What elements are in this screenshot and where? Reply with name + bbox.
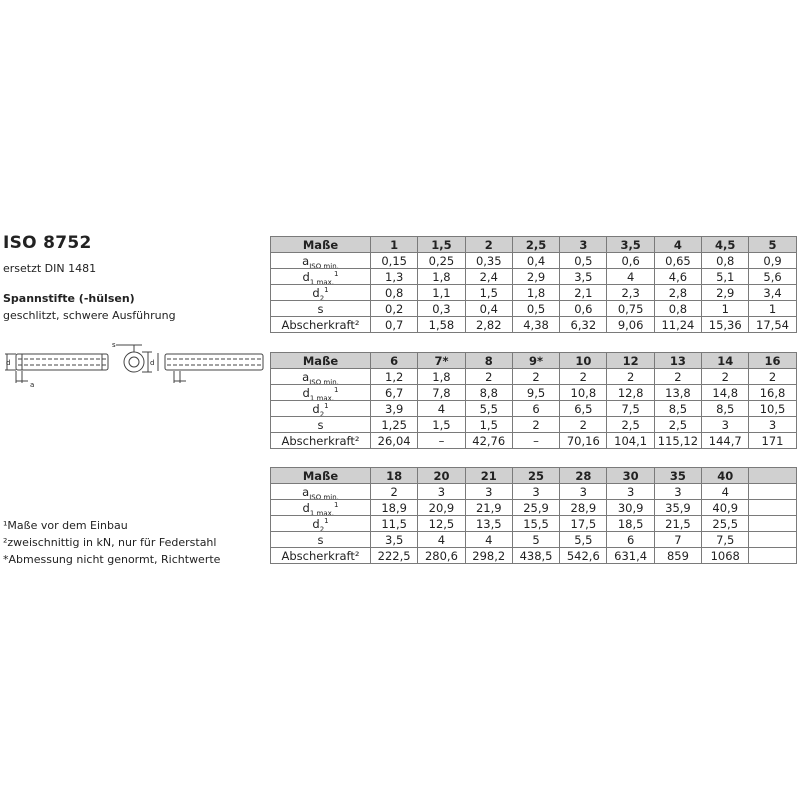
cell-sizes bbox=[749, 468, 796, 484]
cell-shear: 15,36 bbox=[702, 317, 749, 333]
cell-d2: 21,5 bbox=[654, 516, 701, 532]
label-d2-sub: 2 bbox=[319, 293, 325, 301]
cell-sizes: 28 bbox=[560, 468, 607, 484]
cell-d1: 2,9 bbox=[512, 269, 559, 285]
subtitle: ersetzt DIN 1481 bbox=[3, 262, 97, 275]
cell-shear: 859 bbox=[654, 548, 701, 564]
row-sizes bbox=[271, 468, 797, 484]
cell-shear: – bbox=[512, 433, 559, 449]
cell-d2: 17,5 bbox=[560, 516, 607, 532]
cell-sizes: 10 bbox=[560, 353, 607, 369]
cell-s: 2,5 bbox=[607, 417, 654, 433]
cell-a bbox=[749, 484, 796, 500]
cell-d2: 2,1 bbox=[560, 285, 607, 301]
row-d2 bbox=[271, 401, 797, 417]
cell-s: 2 bbox=[560, 417, 607, 433]
cell-d1: 1,8 bbox=[418, 269, 465, 285]
row-label-d1 bbox=[271, 269, 371, 285]
cell-d2: 2,8 bbox=[654, 285, 701, 301]
cell-d1: 16,8 bbox=[749, 385, 796, 401]
row-d1 bbox=[271, 269, 797, 285]
cell-a: 1,2 bbox=[371, 369, 418, 385]
row-label-shear: Abscherkraft² bbox=[271, 317, 371, 333]
cell-d2: 10,5 bbox=[749, 401, 796, 417]
cell-sizes: 12 bbox=[607, 353, 654, 369]
cell-sizes: 18 bbox=[371, 468, 418, 484]
cell-s: 5,5 bbox=[560, 532, 607, 548]
cell-a: 2 bbox=[749, 369, 796, 385]
cell-d1: 7,8 bbox=[418, 385, 465, 401]
cell-sizes: 4,5 bbox=[702, 237, 749, 253]
page-title: ISO 8752 bbox=[3, 233, 92, 253]
cell-s: 0,3 bbox=[418, 301, 465, 317]
cell-a: 0,9 bbox=[749, 253, 796, 269]
label-a: a bbox=[302, 369, 310, 384]
cell-s: 0,8 bbox=[654, 301, 701, 317]
cell-d2: 2,3 bbox=[607, 285, 654, 301]
cell-shear: 542,6 bbox=[560, 548, 607, 564]
label-d1-sup: 1 bbox=[334, 500, 339, 509]
cell-shear: 438,5 bbox=[512, 548, 559, 564]
row-d1 bbox=[271, 500, 797, 516]
product-description: geschlitzt, schwere Ausführung bbox=[3, 309, 176, 322]
cell-s: 1 bbox=[749, 301, 796, 317]
cell-sizes: 7* bbox=[418, 353, 465, 369]
row-shear bbox=[271, 548, 797, 564]
label-a: a bbox=[302, 484, 310, 499]
row-label-d2 bbox=[271, 401, 371, 417]
cell-s: 0,6 bbox=[560, 301, 607, 317]
cell-d1: 4,6 bbox=[654, 269, 701, 285]
cell-a: 2 bbox=[465, 369, 512, 385]
cell-s: 7,5 bbox=[702, 532, 749, 548]
cell-a: 2 bbox=[371, 484, 418, 500]
cell-d1: 8,8 bbox=[465, 385, 512, 401]
row-label-s: s bbox=[271, 532, 371, 548]
row-label-d2 bbox=[271, 285, 371, 301]
cell-d2: 1,5 bbox=[465, 285, 512, 301]
cell-shear: 104,1 bbox=[607, 433, 654, 449]
cell-shear: 17,54 bbox=[749, 317, 796, 333]
cell-s: 1 bbox=[702, 301, 749, 317]
row-label-shear: Abscherkraft² bbox=[271, 433, 371, 449]
cell-d2: 1,1 bbox=[418, 285, 465, 301]
cell-d1: 13,8 bbox=[654, 385, 701, 401]
row-label-a bbox=[271, 369, 371, 385]
row-d1 bbox=[271, 385, 797, 401]
cell-sizes: 21 bbox=[465, 468, 512, 484]
row-shear bbox=[271, 433, 797, 449]
cell-d2 bbox=[749, 516, 796, 532]
pin-end-view bbox=[116, 345, 155, 372]
row-label-shear: Abscherkraft² bbox=[271, 548, 371, 564]
cell-sizes: 30 bbox=[607, 468, 654, 484]
label-d2: d bbox=[312, 516, 320, 531]
label-d2-sup: 1 bbox=[324, 401, 329, 410]
cell-a: 2 bbox=[702, 369, 749, 385]
drawing-label-s: s bbox=[112, 341, 116, 349]
cell-a: 0,15 bbox=[371, 253, 418, 269]
label-d1: d bbox=[302, 500, 310, 515]
cell-d2: 15,5 bbox=[512, 516, 559, 532]
cell-shear: 298,2 bbox=[465, 548, 512, 564]
row-label-d1 bbox=[271, 385, 371, 401]
label-d1-sup: 1 bbox=[334, 385, 339, 394]
cell-a: 4 bbox=[702, 484, 749, 500]
cell-d2: 3,4 bbox=[749, 285, 796, 301]
cell-sizes: 13 bbox=[654, 353, 701, 369]
cell-a: 0,25 bbox=[418, 253, 465, 269]
cell-s: 0,75 bbox=[607, 301, 654, 317]
cell-s: 2,5 bbox=[654, 417, 701, 433]
label-a-sub: ISO min. bbox=[309, 377, 339, 385]
label-d2-sub: 2 bbox=[319, 409, 325, 417]
label-d2: d bbox=[312, 285, 320, 300]
cell-d1: 10,8 bbox=[560, 385, 607, 401]
cell-d1: 20,9 bbox=[418, 500, 465, 516]
cell-d2: 11,5 bbox=[371, 516, 418, 532]
cell-s: 2 bbox=[512, 417, 559, 433]
cell-sizes: 35 bbox=[654, 468, 701, 484]
cell-d2: 6,5 bbox=[560, 401, 607, 417]
cell-s: 5 bbox=[512, 532, 559, 548]
row-label-s: s bbox=[271, 301, 371, 317]
row-d2 bbox=[271, 516, 797, 532]
cell-d1: 2,4 bbox=[465, 269, 512, 285]
cell-s: 4 bbox=[465, 532, 512, 548]
cell-d2: 8,5 bbox=[702, 401, 749, 417]
label-d1: d bbox=[302, 269, 310, 284]
cell-d2: 3,9 bbox=[371, 401, 418, 417]
row-label-a bbox=[271, 253, 371, 269]
cell-s: 4 bbox=[418, 532, 465, 548]
row-label-sizes: Maße bbox=[271, 353, 371, 369]
cell-shear bbox=[749, 548, 796, 564]
row-a bbox=[271, 484, 797, 500]
spec-table-1 bbox=[270, 236, 797, 333]
row-s bbox=[271, 301, 797, 317]
cell-s: 0,4 bbox=[465, 301, 512, 317]
cell-d1: 4 bbox=[607, 269, 654, 285]
row-label-sizes: Maße bbox=[271, 237, 371, 253]
row-a bbox=[271, 369, 797, 385]
cell-sizes: 6 bbox=[371, 353, 418, 369]
cell-shear: 1068 bbox=[702, 548, 749, 564]
cell-d1: 25,9 bbox=[512, 500, 559, 516]
cell-s: 0,2 bbox=[371, 301, 418, 317]
cell-a: 0,65 bbox=[654, 253, 701, 269]
cell-d1: 14,8 bbox=[702, 385, 749, 401]
cell-a: 3 bbox=[560, 484, 607, 500]
cell-d1: 5,1 bbox=[702, 269, 749, 285]
label-d2-sup: 1 bbox=[324, 285, 329, 294]
cell-shear: 11,24 bbox=[654, 317, 701, 333]
cell-shear: 280,6 bbox=[418, 548, 465, 564]
row-d2 bbox=[271, 285, 797, 301]
cell-sizes: 20 bbox=[418, 468, 465, 484]
cell-shear: – bbox=[418, 433, 465, 449]
row-label-d2 bbox=[271, 516, 371, 532]
cell-d1: 12,8 bbox=[607, 385, 654, 401]
cell-sizes: 3,5 bbox=[607, 237, 654, 253]
label-a: a bbox=[302, 253, 310, 268]
cell-a: 0,8 bbox=[702, 253, 749, 269]
cell-d1 bbox=[749, 500, 796, 516]
cell-shear: 0,7 bbox=[371, 317, 418, 333]
cell-s bbox=[749, 532, 796, 548]
cell-d1: 18,9 bbox=[371, 500, 418, 516]
cell-d2: 8,5 bbox=[654, 401, 701, 417]
cell-sizes: 14 bbox=[702, 353, 749, 369]
row-label-s: s bbox=[271, 417, 371, 433]
cell-a: 0,6 bbox=[607, 253, 654, 269]
cell-a: 3 bbox=[465, 484, 512, 500]
cell-shear: 2,82 bbox=[465, 317, 512, 333]
drawing-label-d2: d bbox=[150, 359, 155, 367]
label-d1: d bbox=[302, 385, 310, 400]
cell-sizes: 16 bbox=[749, 353, 796, 369]
footnote-1: ¹Maße vor dem Einbau bbox=[3, 519, 128, 532]
cell-sizes: 4 bbox=[654, 237, 701, 253]
cell-a: 3 bbox=[418, 484, 465, 500]
cell-a: 0,5 bbox=[560, 253, 607, 269]
cell-d1: 35,9 bbox=[654, 500, 701, 516]
cell-d2: 0,8 bbox=[371, 285, 418, 301]
cell-s: 1,25 bbox=[371, 417, 418, 433]
pin-installed-view bbox=[158, 353, 263, 383]
cell-sizes: 40 bbox=[702, 468, 749, 484]
cell-d1: 5,6 bbox=[749, 269, 796, 285]
cell-a: 2 bbox=[560, 369, 607, 385]
cell-d1: 3,5 bbox=[560, 269, 607, 285]
cell-s: 1,5 bbox=[418, 417, 465, 433]
label-d1-sub: 1 max. bbox=[309, 508, 334, 516]
cell-a: 2 bbox=[654, 369, 701, 385]
footnotes bbox=[3, 517, 220, 568]
cell-d2: 1,8 bbox=[512, 285, 559, 301]
row-a bbox=[271, 253, 797, 269]
product-name: Spannstifte (-hülsen) bbox=[3, 292, 135, 305]
cell-d1: 6,7 bbox=[371, 385, 418, 401]
row-label-a bbox=[271, 484, 371, 500]
pin-drawing bbox=[2, 337, 267, 392]
label-a-sub: ISO min. bbox=[309, 261, 339, 269]
cell-a: 3 bbox=[607, 484, 654, 500]
cell-sizes: 1 bbox=[371, 237, 418, 253]
pin-side-view bbox=[5, 354, 108, 383]
cell-d1: 30,9 bbox=[607, 500, 654, 516]
cell-shear: 1,58 bbox=[418, 317, 465, 333]
cell-sizes: 1,5 bbox=[418, 237, 465, 253]
cell-a: 0,35 bbox=[465, 253, 512, 269]
cell-sizes: 8 bbox=[465, 353, 512, 369]
cell-d1: 1,3 bbox=[371, 269, 418, 285]
cell-sizes: 2 bbox=[465, 237, 512, 253]
cell-sizes: 9* bbox=[512, 353, 559, 369]
cell-sizes: 25 bbox=[512, 468, 559, 484]
cell-shear: 42,76 bbox=[465, 433, 512, 449]
cell-a: 3 bbox=[512, 484, 559, 500]
label-d2: d bbox=[312, 401, 320, 416]
cell-d1: 9,5 bbox=[512, 385, 559, 401]
cell-s: 3 bbox=[749, 417, 796, 433]
cell-shear: 171 bbox=[749, 433, 796, 449]
cell-sizes: 5 bbox=[749, 237, 796, 253]
cell-d1: 40,9 bbox=[702, 500, 749, 516]
cell-a: 3 bbox=[654, 484, 701, 500]
cell-d2: 13,5 bbox=[465, 516, 512, 532]
cell-s: 6 bbox=[607, 532, 654, 548]
cell-s: 3,5 bbox=[371, 532, 418, 548]
cell-a: 2 bbox=[607, 369, 654, 385]
spec-table-2 bbox=[270, 352, 797, 449]
cell-a: 0,4 bbox=[512, 253, 559, 269]
cell-shear: 4,38 bbox=[512, 317, 559, 333]
cell-s: 3 bbox=[702, 417, 749, 433]
label-d2-sup: 1 bbox=[324, 516, 329, 525]
label-d1-sup: 1 bbox=[334, 269, 339, 278]
cell-s: 0,5 bbox=[512, 301, 559, 317]
row-s bbox=[271, 417, 797, 433]
row-sizes bbox=[271, 237, 797, 253]
drawing-label-d1: d bbox=[6, 359, 11, 367]
cell-d2: 5,5 bbox=[465, 401, 512, 417]
footnote-2: ²zweischnittig in kN, nur für Federstahl bbox=[3, 536, 217, 549]
cell-shear: 222,5 bbox=[371, 548, 418, 564]
cell-d2: 6 bbox=[512, 401, 559, 417]
footnote-3: *Abmessung nicht genormt, Richtwerte bbox=[3, 553, 221, 566]
label-a-sub: ISO min. bbox=[309, 492, 339, 500]
label-d1-sub: 1 max. bbox=[309, 277, 334, 285]
cell-shear: 9,06 bbox=[607, 317, 654, 333]
cell-shear: 115,12 bbox=[654, 433, 701, 449]
cell-d1: 21,9 bbox=[465, 500, 512, 516]
cell-s: 1,5 bbox=[465, 417, 512, 433]
row-s bbox=[271, 532, 797, 548]
cell-d2: 18,5 bbox=[607, 516, 654, 532]
cell-sizes: 2,5 bbox=[512, 237, 559, 253]
cell-a: 1,8 bbox=[418, 369, 465, 385]
cell-d2: 2,9 bbox=[702, 285, 749, 301]
label-d1-sub: 1 max. bbox=[309, 393, 334, 401]
drawing-label-a: a bbox=[30, 381, 35, 389]
row-sizes bbox=[271, 353, 797, 369]
row-label-sizes: Maße bbox=[271, 468, 371, 484]
cell-d2: 12,5 bbox=[418, 516, 465, 532]
cell-shear: 70,16 bbox=[560, 433, 607, 449]
row-label-d1 bbox=[271, 500, 371, 516]
cell-a: 2 bbox=[512, 369, 559, 385]
cell-d2: 4 bbox=[418, 401, 465, 417]
row-shear bbox=[271, 317, 797, 333]
cell-shear: 26,04 bbox=[371, 433, 418, 449]
cell-sizes: 3 bbox=[560, 237, 607, 253]
cell-shear: 631,4 bbox=[607, 548, 654, 564]
label-d2-sub: 2 bbox=[319, 524, 325, 532]
cell-shear: 6,32 bbox=[560, 317, 607, 333]
cell-d2: 25,5 bbox=[702, 516, 749, 532]
cell-shear: 144,7 bbox=[702, 433, 749, 449]
spec-table-3 bbox=[270, 467, 797, 564]
cell-d1: 28,9 bbox=[560, 500, 607, 516]
cell-s: 7 bbox=[654, 532, 701, 548]
cell-d2: 7,5 bbox=[607, 401, 654, 417]
